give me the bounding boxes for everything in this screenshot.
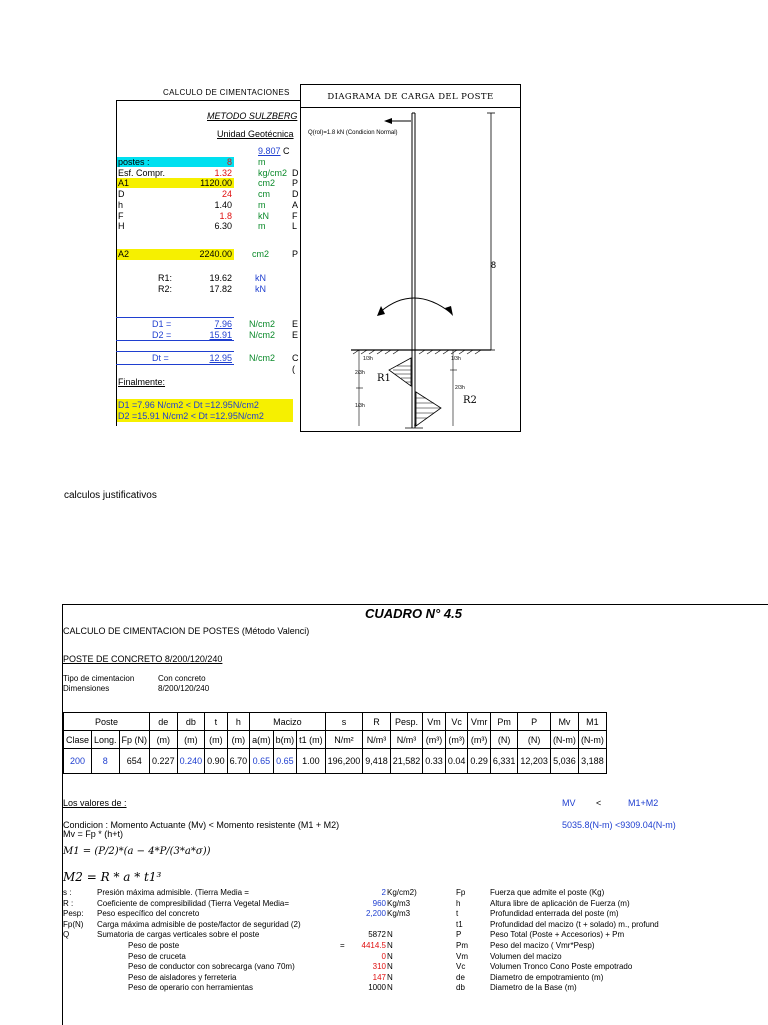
param-value: 24 bbox=[221, 189, 232, 199]
param-label: H bbox=[118, 221, 125, 231]
cell-vc: 0.04 bbox=[445, 749, 468, 774]
a2-unit: cm2 bbox=[252, 249, 270, 259]
th2-a: a(m) bbox=[250, 731, 274, 749]
th2-m1-unit: (N-m) bbox=[578, 731, 606, 749]
def-unit: N bbox=[387, 962, 393, 971]
cuadro-subtitle: CALCULO DE CIMENTACION DE POSTES (Método Valenci) bbox=[63, 626, 310, 636]
th2-b: b(m) bbox=[273, 731, 297, 749]
def-value: 4414.5 bbox=[361, 941, 386, 950]
param-desc: L bbox=[292, 221, 298, 231]
a2-desc: P bbox=[292, 249, 299, 259]
param-value: 1.8 bbox=[219, 211, 232, 221]
r2-pressure bbox=[416, 392, 441, 426]
cell-h: 6.70 bbox=[227, 749, 250, 774]
th-t: t bbox=[205, 713, 228, 731]
th-vc: Vc bbox=[445, 713, 468, 731]
th-de: de bbox=[150, 713, 178, 731]
def-text: Presión máxima admisible. (Tierra Media = bbox=[97, 888, 249, 897]
header-rule bbox=[116, 100, 300, 101]
def-text: Peso específico del concreto bbox=[97, 909, 200, 918]
param-unit: cm2 bbox=[258, 178, 276, 188]
param-label: postes : bbox=[118, 157, 150, 167]
caption-text: calculos justificativos bbox=[64, 490, 157, 501]
cell-pm: 6,331 bbox=[490, 749, 518, 774]
unit-geo-label: Unidad Geotécnica bbox=[217, 129, 294, 139]
def-symbol: R : bbox=[63, 899, 74, 908]
param-value: 1.32 bbox=[214, 168, 232, 178]
tipo-label: Tipo de cimentacion bbox=[63, 674, 135, 683]
tipo-value: Con concreto bbox=[158, 674, 206, 683]
r2-label-diagram: R2 bbox=[463, 395, 477, 406]
cell-t: 0.90 bbox=[205, 749, 228, 774]
def-right-text: Diametro de empotramiento (m) bbox=[490, 973, 604, 982]
cell-p: 12,203 bbox=[518, 749, 551, 774]
r2-unit: kN bbox=[255, 284, 266, 294]
param-label: Esf. Compr. bbox=[118, 168, 166, 178]
th-db: db bbox=[177, 713, 205, 731]
th2-h-unit: (m) bbox=[227, 731, 250, 749]
dim-2-3h-right: 2/3h bbox=[455, 385, 465, 391]
th-vm: Vm bbox=[423, 713, 446, 731]
finalmente-label: Finalmente: bbox=[118, 377, 166, 387]
sheet-title: CALCULO DE CIMENTACIONES bbox=[163, 88, 290, 97]
soil-hatch bbox=[353, 350, 481, 354]
cell-t1: 1.00 bbox=[297, 749, 326, 774]
param-value: 6.30 bbox=[214, 221, 232, 231]
def-unit: N bbox=[387, 941, 393, 950]
th2-pesp-unit: N/m³ bbox=[390, 731, 423, 749]
param-label: D bbox=[118, 189, 125, 199]
th-macizo: Macizo bbox=[250, 713, 326, 731]
cuadro-title: CUADRO N° 4.5 bbox=[365, 606, 462, 621]
def-right-text: Volumen Tronco Cono Poste empotrado bbox=[490, 962, 633, 971]
def-right-symbol: Fp bbox=[456, 888, 466, 897]
d2-unit: N/cm2 bbox=[249, 330, 276, 340]
dt-desc2: ( bbox=[292, 364, 295, 374]
cell-a: 0.65 bbox=[250, 749, 274, 774]
cell-clase: 200 bbox=[64, 749, 92, 774]
dim-1-3h-right: 1/3h bbox=[451, 356, 461, 362]
q-equals-sign: = bbox=[340, 941, 345, 950]
a2-value: 2240.00 bbox=[199, 249, 232, 259]
cell-m1: 3,188 bbox=[578, 749, 606, 774]
param-unit: m bbox=[258, 221, 266, 231]
d-box-top bbox=[116, 317, 234, 318]
def-unit: N bbox=[387, 973, 393, 982]
th2-clase: Clase bbox=[64, 731, 92, 749]
def-text: Peso de conductor con sobrecarga (vano 70m) bbox=[128, 962, 295, 971]
param-desc: A bbox=[292, 200, 299, 210]
th2-de-unit: (m) bbox=[150, 731, 178, 749]
gravity-value: 9.807 bbox=[258, 146, 281, 156]
th-pesp: Pesp. bbox=[390, 713, 423, 731]
cell-r: 9,418 bbox=[363, 749, 391, 774]
def-text: Peso de poste bbox=[128, 941, 180, 950]
dim-1-3h-left: 1/3h bbox=[355, 403, 365, 409]
def-unit: Kg/cm2) bbox=[387, 888, 417, 897]
def-value: 147 bbox=[372, 973, 386, 982]
th2-fp: Fp (N) bbox=[119, 731, 150, 749]
def-value: 310 bbox=[372, 962, 386, 971]
param-value: 1.40 bbox=[214, 200, 232, 210]
dim-value: 8/200/120/240 bbox=[158, 684, 210, 693]
m1m2-label: M1+M2 bbox=[628, 798, 659, 808]
def-right-text: Fuerza que admite el poste (Kg) bbox=[490, 888, 605, 897]
param-unit: cm bbox=[258, 189, 270, 199]
lt-sign: < bbox=[596, 798, 602, 808]
mv-label: MV bbox=[562, 798, 576, 808]
th2-pm-unit: (N) bbox=[490, 731, 518, 749]
table-header-row-1 bbox=[64, 713, 607, 731]
def-right-symbol: t bbox=[456, 909, 459, 918]
th2-t1: t1 (m) bbox=[297, 731, 326, 749]
def-right-text: Diametro de la Base (m) bbox=[490, 983, 577, 992]
def-text: Peso de aisladores y ferreteria bbox=[128, 973, 237, 982]
def-value: 1000 bbox=[368, 983, 386, 992]
param-desc: D bbox=[292, 189, 299, 199]
final-line-2: D2 =15.91 N/cm2 < Dt =12.95N/cm2 bbox=[118, 411, 264, 421]
def-right-symbol: h bbox=[456, 899, 461, 908]
def-unit: Kg/m3 bbox=[387, 909, 411, 918]
cell-s: 196,200 bbox=[325, 749, 363, 774]
d2-label: D2 = bbox=[152, 330, 172, 340]
def-value: 2 bbox=[381, 888, 386, 897]
th2-r-unit: N/m³ bbox=[363, 731, 391, 749]
def-symbol: Q bbox=[63, 930, 70, 939]
th2-db-unit: (m) bbox=[177, 731, 205, 749]
base-label: a bbox=[414, 422, 417, 428]
final-line-1: D1 =7.96 N/cm2 < Dt =12.95N/cm2 bbox=[118, 400, 259, 410]
arc-arrowhead-right bbox=[445, 306, 453, 316]
arc-arrowhead-left bbox=[377, 306, 385, 316]
cuadro-table bbox=[63, 712, 607, 774]
def-right-symbol: Vm bbox=[456, 952, 468, 961]
def-text: Sumatoria de cargas verticales sobre el poste bbox=[97, 930, 260, 939]
r1-label: R1: bbox=[158, 273, 173, 283]
param-desc: P bbox=[292, 178, 299, 188]
param-unit: m bbox=[258, 200, 266, 210]
th-poste: Poste bbox=[64, 713, 150, 731]
def-right-text: Altura libre de aplicación de Fuerza (m) bbox=[490, 899, 630, 908]
param-value: 8 bbox=[226, 157, 232, 167]
th-h: h bbox=[227, 713, 250, 731]
def-symbol: Pesp: bbox=[63, 909, 84, 918]
dt-desc: C bbox=[292, 353, 299, 363]
gravity-row bbox=[258, 146, 290, 157]
def-text: Carga máxima admisible de poste/factor de seguridad (2) bbox=[97, 920, 301, 929]
d2-value: 15.91 bbox=[209, 330, 232, 340]
th-pm: Pm bbox=[490, 713, 518, 731]
a2-label: A2 bbox=[118, 249, 130, 259]
m1-formula: M1 = (P/2)*(a − 4*P/(3*a*σ)) bbox=[63, 846, 211, 857]
def-right-text: Volumen del macizo bbox=[490, 952, 562, 961]
table-row bbox=[64, 749, 607, 774]
cell-b: 0.65 bbox=[273, 749, 297, 774]
def-right-symbol: db bbox=[456, 983, 465, 992]
load-diagram bbox=[300, 84, 521, 432]
cell-long: 8 bbox=[92, 749, 120, 774]
cell-mv: 5,036 bbox=[550, 749, 578, 774]
def-right-text: Peso Total (Poste + Accesorios) + Pm bbox=[490, 930, 625, 939]
th-vmr: Vmr bbox=[468, 713, 491, 731]
dt-box-top bbox=[116, 351, 234, 352]
diagram-title: DIAGRAMA DE CARGA DEL POSTE bbox=[327, 92, 494, 102]
d1-label: D1 = bbox=[152, 319, 172, 329]
d2-desc: E bbox=[292, 330, 299, 340]
d1-unit: N/cm2 bbox=[249, 319, 276, 329]
param-label: F bbox=[118, 211, 124, 221]
param-desc: F bbox=[292, 211, 298, 221]
th-p: P bbox=[518, 713, 551, 731]
dim-2-3h-left: 2/3h bbox=[355, 370, 365, 376]
m2-formula: M2 = R * a * t1³ bbox=[63, 870, 162, 884]
param-value: 1120.00 bbox=[200, 178, 232, 188]
table-header-row-2 bbox=[64, 731, 607, 749]
r1-label-diagram: R1 bbox=[377, 373, 391, 384]
th2-mv-unit: (N-m) bbox=[550, 731, 578, 749]
d1-desc: E bbox=[292, 319, 299, 329]
def-symbol: s : bbox=[63, 888, 72, 897]
param-label: h bbox=[118, 200, 124, 210]
def-unit: N bbox=[387, 983, 393, 992]
param-unit: kg/cm2 bbox=[258, 168, 288, 178]
param-unit: m bbox=[258, 157, 266, 167]
cell-vmr: 0.29 bbox=[468, 749, 491, 774]
def-right-symbol: P bbox=[456, 930, 462, 939]
cell-vm: 0.33 bbox=[423, 749, 446, 774]
def-right-symbol: de bbox=[456, 973, 465, 982]
mv-formula: Mv = Fp * (h+t) bbox=[63, 829, 124, 839]
def-right-text: Profundidad del macizo (t + solado) m., profund bbox=[490, 920, 659, 929]
th2-vc-unit: (m³) bbox=[445, 731, 468, 749]
th2-long: Long. bbox=[92, 731, 120, 749]
def-right-symbol: Pm bbox=[456, 941, 468, 950]
th2-vm-unit: (m³) bbox=[423, 731, 446, 749]
param-unit: kN bbox=[258, 211, 269, 221]
th-mv: Mv bbox=[550, 713, 578, 731]
def-value: 5872 bbox=[368, 930, 386, 939]
cell-fp: 654 bbox=[119, 749, 150, 774]
th2-t-unit: (m) bbox=[205, 731, 228, 749]
condicion-result: 5035.8(N-m) <9309.04(N-m) bbox=[562, 820, 676, 830]
param-desc: D bbox=[292, 168, 299, 178]
def-right-symbol: t1 bbox=[456, 920, 463, 929]
def-unit: Kg/m3 bbox=[387, 899, 411, 908]
dt-unit: N/cm2 bbox=[249, 353, 276, 363]
load-label: Q(rol)=1.8 kN (Condicion Normal) bbox=[308, 130, 398, 136]
def-right-symbol: Vc bbox=[456, 962, 466, 971]
load-arrowhead bbox=[384, 118, 392, 124]
dt-box-bottom bbox=[116, 364, 234, 365]
dt-label: Dt = bbox=[152, 353, 169, 363]
th2-vmr-unit: (m³) bbox=[468, 731, 491, 749]
th2-p-unit: (N) bbox=[518, 731, 551, 749]
valores-title: Los valores de : bbox=[63, 798, 127, 808]
def-right-text: Profundidad enterrada del poste (m) bbox=[490, 909, 619, 918]
th-r: R bbox=[363, 713, 391, 731]
def-text: Coeficiente de compresibilidad (Tierra Vegetal Media= bbox=[97, 899, 290, 908]
pole-drawing bbox=[301, 108, 520, 432]
poste-type: POSTE DE CONCRETO 8/200/120/240 bbox=[63, 654, 223, 664]
def-text: Peso de cruceta bbox=[128, 952, 186, 961]
th-m1: M1 bbox=[578, 713, 606, 731]
r1-value: 19.62 bbox=[209, 273, 232, 283]
condicion-text: Condicion : Momento Actuante (Mv) < Momento resistente (M1 + M2) bbox=[63, 820, 340, 830]
param-label: A1 bbox=[118, 178, 130, 188]
dt-value: 12.95 bbox=[209, 353, 232, 363]
def-value: 0 bbox=[381, 952, 386, 961]
d1-value: 7.96 bbox=[214, 319, 232, 329]
def-unit: N bbox=[387, 952, 393, 961]
r2-value: 17.82 bbox=[209, 284, 232, 294]
def-unit: N bbox=[387, 930, 393, 939]
def-symbol: Fp(N) bbox=[63, 920, 84, 929]
r2-label: R2: bbox=[158, 284, 173, 294]
height-label: 8 bbox=[491, 260, 497, 270]
cell-de: 0.227 bbox=[150, 749, 178, 774]
def-text: Peso de operario con herramientas bbox=[128, 983, 253, 992]
cell-pesp: 21,582 bbox=[390, 749, 423, 774]
def-right-text: Peso del macizo ( Vmr*Pesp) bbox=[490, 941, 595, 950]
def-value: 2,200 bbox=[365, 909, 386, 918]
def-value: 960 bbox=[372, 899, 386, 908]
cell-db: 0.240 bbox=[177, 749, 205, 774]
dim-1-3h-top: 1/3h bbox=[363, 356, 373, 362]
gravity-suffix: C bbox=[283, 146, 290, 156]
th-s: s bbox=[325, 713, 363, 731]
r1-unit: kN bbox=[255, 273, 266, 283]
method-label: METODO SULZBERG bbox=[207, 111, 298, 121]
th2-s-unit: N/m² bbox=[325, 731, 363, 749]
dim-label: Dimensiones bbox=[63, 684, 110, 693]
left-rule bbox=[116, 100, 117, 426]
